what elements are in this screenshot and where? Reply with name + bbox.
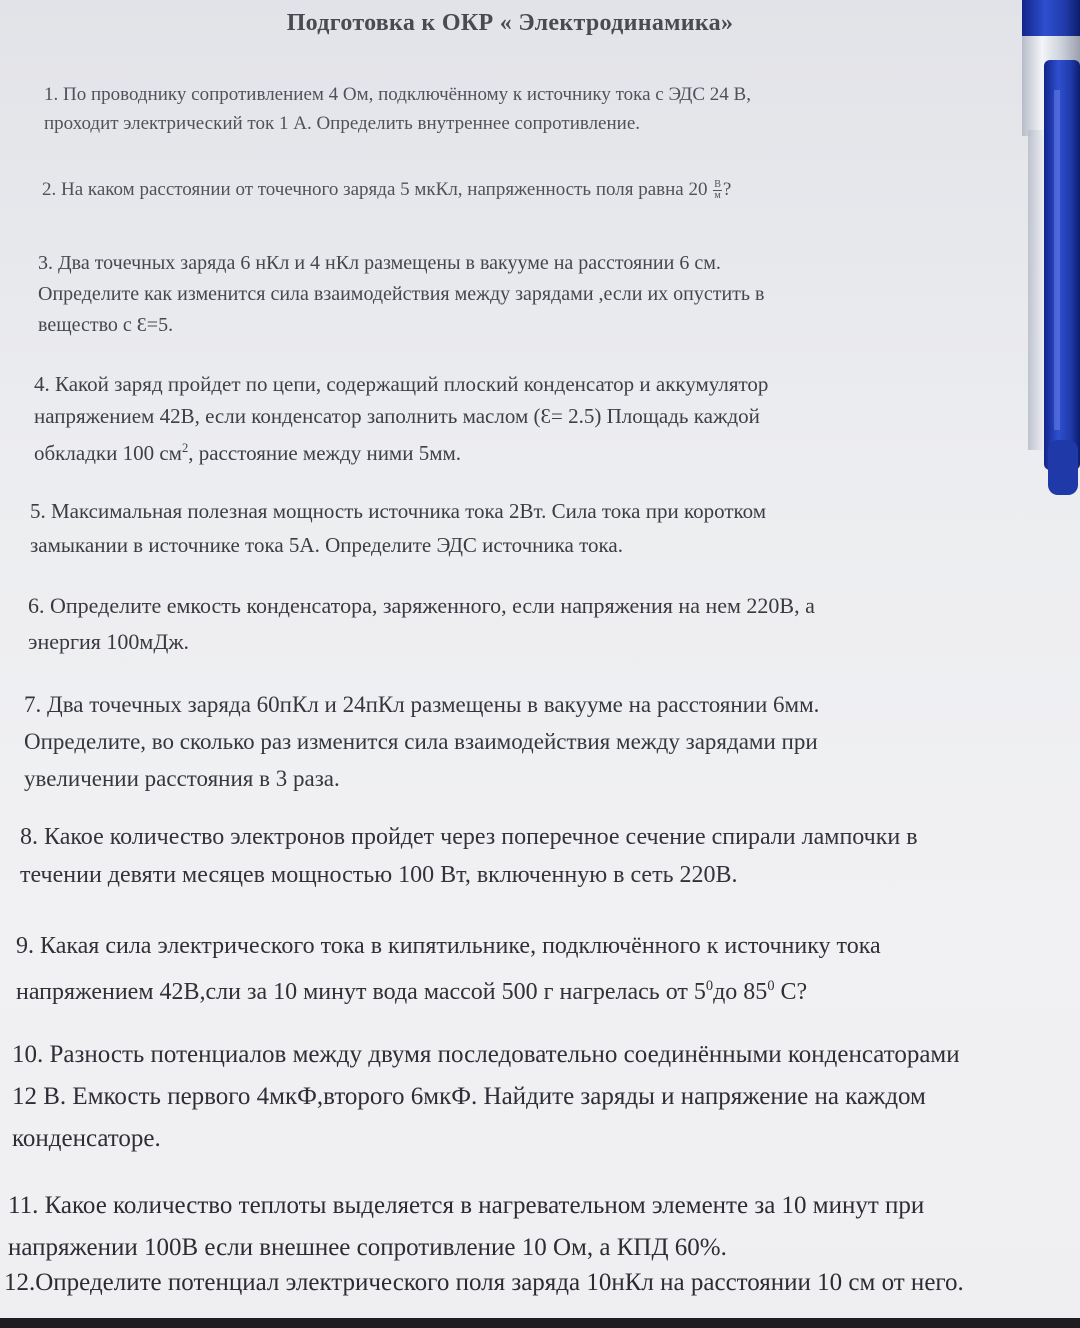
unit-denominator: м bbox=[714, 190, 721, 202]
question-12-line-1: 12.Определите потенциал электрического поля заряда 10нКл на расстоянии 10 см от него. bbox=[4, 1269, 964, 1296]
question-6-line-2: энергия 100мДж. bbox=[28, 629, 190, 654]
question-4-line-3 bbox=[34, 432, 768, 469]
question-9-line-1: 9. Какая сила электрического тока в кипятильнике, подключённого к источнику тока bbox=[16, 933, 881, 959]
question-4-line-2: напряжением 42В, если конденсатор заполнить маслом (Ɛ= 2.5) Площадь каждой bbox=[34, 404, 760, 428]
question-6-line-1: 6. Определите емкость конденсатора, заряженного, если напряжения на нем 220В, а bbox=[28, 593, 815, 618]
question-3-line-3: вещество с Ɛ=5. bbox=[38, 314, 174, 336]
question-7-line-3: увеличении расстояния в 3 раза. bbox=[24, 766, 340, 791]
unit-numerator: В bbox=[714, 179, 721, 191]
question-7-line-2: Определите, во сколько раз изменится сила взаимодействия между зарядами при bbox=[24, 729, 818, 754]
question-4-line-3-text: обкладки 100 см bbox=[34, 441, 182, 465]
question-8-line-1: 8. Какое количество электронов пройдет через поперечное сечение спирали лампочки в bbox=[20, 824, 918, 850]
question-3-line-1: 3. Два точечных заряда 6 нКл и 4 нКл размещены в вакууме на расстоянии 6 см. bbox=[38, 252, 721, 274]
question-10-line-1: 10. Разность потенциалов между двумя последовательно соединёнными конденсаторами bbox=[12, 1041, 960, 1068]
question-9-line-2 bbox=[16, 966, 881, 1012]
question-6 bbox=[28, 588, 815, 660]
unit-fraction bbox=[713, 180, 722, 201]
question-2-suffix: ? bbox=[722, 179, 732, 200]
question-5-line-1: 5. Максимальная полезная мощность источника тока 2Вт. Сила тока при коротком bbox=[30, 499, 767, 523]
question-9 bbox=[16, 926, 881, 1012]
question-9-line-2-text: напряжением 42В,сли за 10 минут вода массой 500 г нагрелась от 5 bbox=[16, 979, 706, 1005]
question-4-line-3-end: , расстояние между ними 5мм. bbox=[188, 441, 462, 465]
page-title: Подготовка к ОКР « Электродинамика» bbox=[286, 10, 734, 36]
question-5 bbox=[30, 494, 766, 562]
question-3-line-2: Определите как изменится сила взаимодействия между зарядами ,если их опустить в bbox=[38, 283, 765, 305]
question-10 bbox=[12, 1034, 960, 1160]
question-3 bbox=[38, 248, 764, 341]
question-11-line-1: 11. Какое количество теплоты выделяется в нагревательном элементе за 10 минут при bbox=[8, 1192, 925, 1219]
question-4 bbox=[34, 368, 768, 469]
question-1 bbox=[44, 80, 751, 138]
degree-mark: 0 bbox=[767, 978, 775, 994]
question-11-line-2: напряжении 100В если внешнее сопротивление 10 Ом, а КПД 60%. bbox=[8, 1234, 727, 1261]
question-12 bbox=[4, 1264, 964, 1302]
question-7 bbox=[24, 686, 819, 797]
pen-icon bbox=[1018, 0, 1080, 500]
question-2-text: 2. На каком расстоянии от точечного заряда 5 мкКл, напряженность поля равна 20 bbox=[42, 179, 713, 200]
question-8-line-2: течении девяти месяцев мощностью 100 Вт, включенную в сеть 220В. bbox=[20, 862, 738, 888]
question-7-line-1: 7. Два точечных заряда 60пКл и 24пКл размещены в вакууме на расстоянии 6мм. bbox=[24, 692, 820, 717]
question-10-line-2: 12 В. Емкость первого 4мкФ,второго 6мкФ. Найдите заряды и напряжение на каждом bbox=[12, 1083, 926, 1110]
question-2-line-1 bbox=[42, 175, 731, 204]
question-8 bbox=[20, 818, 918, 894]
photo-bottom-edge bbox=[0, 1318, 1080, 1328]
question-4-line-1: 4. Какой заряд пройдет по цепи, содержащий плоский конденсатор и аккумулятор bbox=[34, 372, 769, 396]
exponent: 2 bbox=[181, 441, 189, 455]
question-11 bbox=[8, 1185, 924, 1269]
question-1-line-1: 1. По проводнику сопротивлением 4 Ом, подключённому к источнику тока с ЭДС 24 В, bbox=[44, 84, 751, 105]
question-9-line-2-end: С? bbox=[774, 979, 808, 1005]
question-1-line-2: проходит электрический ток 1 А. Определить внутреннее сопротивление. bbox=[44, 113, 641, 134]
question-2 bbox=[42, 175, 731, 204]
question-10-line-3: конденсаторе. bbox=[12, 1125, 161, 1152]
degree-mark: 0 bbox=[705, 978, 714, 994]
question-9-line-2-mid: до 85 bbox=[713, 979, 768, 1005]
question-5-line-2: замыкании в источнике тока 5А. Определите ЭДС источника тока. bbox=[30, 533, 623, 557]
